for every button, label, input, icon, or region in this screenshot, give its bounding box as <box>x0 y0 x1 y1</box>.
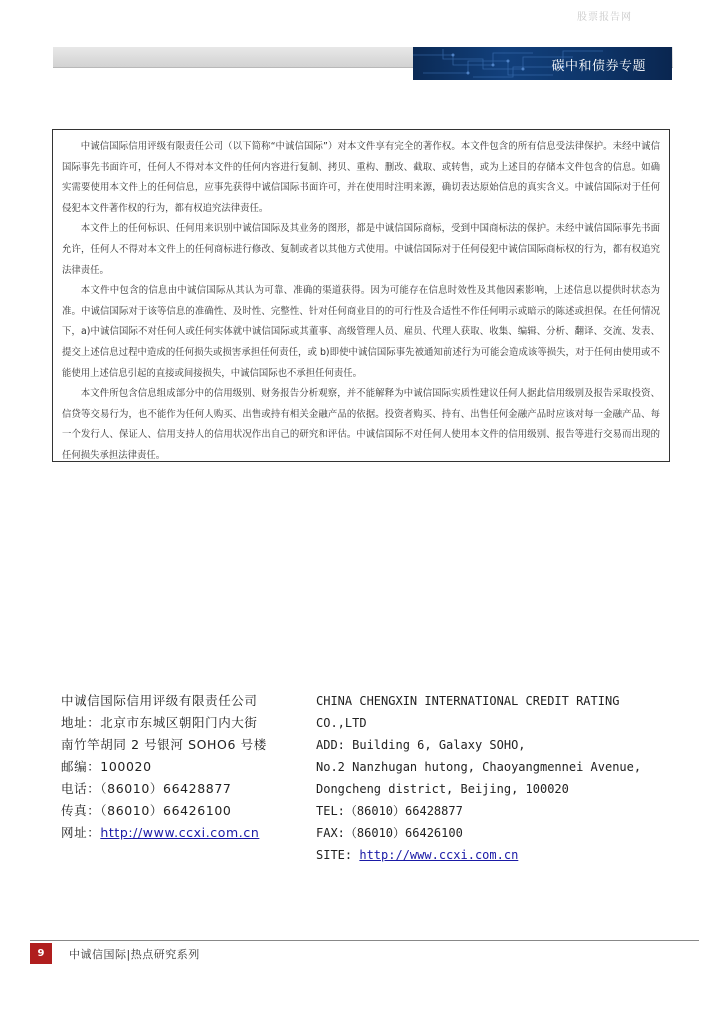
website-row-en <box>316 844 666 866</box>
company-name-en-line-2: CO.,LTD <box>316 716 367 730</box>
website-label-cn: 网址： <box>61 825 101 840</box>
postcode-cn: 邮编：100020 <box>61 759 152 774</box>
website-link-en[interactable]: http://www.ccxi.com.cn <box>359 848 519 862</box>
notice-paragraph-rating: 本文件所包含信息组成部分中的信用级别、财务报告分析观察，并不能解释为中诚信国际实质性建议任何人据此信用级别及报告采取投资、信贷等交易行为，也不能作为任何人购买、出售或持有相关金融产品的依据。投资者购买、持有、出售任何金融产品时应该对每一金融产品、每一个发行人、保证人、信用支持人的信用状况作出自己的研究和评估。中诚信国际不对任何人使用本文件的信用级别、报告等进行交易而出现的任何损失承担法律责任。 <box>62 388 660 461</box>
notice-paragraph-information: 本文件中包含的信息由中诚信国际从其认为可靠、准确的渠道获得。因为可能存在信息时效性及其他因素影响，上述信息以提供时状态为准。中诚信国际对于该等信息的准确性、及时性、完整性、针对任何商业目的的可行性及合适性不作任何明示或暗示的陈述或担保。在任何情况下，a)中诚信国际不对任何人或任何实体就中诚信国际或其董事、高级管理人员、雇员、代理人获取、收集、编辑、分析、翻译、交流、发表、提交上述信息过程中造成的任何损失或损害承担任何责任，或 b)即使中诚信国际事先被通知前述行为可能会造成该等损失，对于任何由使用或不能使用上述信息引起的直接或间接损失，中诚信国际也不承担任何责任。 <box>62 285 660 379</box>
copyright-notice-box <box>52 129 670 462</box>
address-line-2-cn: 南竹竿胡同 2 号银河 SOHO6 号楼 <box>61 737 267 752</box>
watermark-text: 股票报告网 <box>577 12 632 23</box>
notice-paragraph-trademark: 本文件上的任何标识、任何用来识别中诚信国际及其业务的图形，都是中诚信国际商标，受到中国商标法的保护。未经中诚信国际事先书面允许，任何人不得对本文件上的任何商标进行修改、复制或者以其他方式使用。中诚信国际对于任何侵犯中诚信国际商标权的行为，都有权追究法律责任。 <box>62 223 660 276</box>
header-banner <box>413 47 672 80</box>
address-line-2-en: No.2 Nanzhugan hutong, Chaoyangmennei Avenue, <box>316 760 642 774</box>
notice-paragraph-copyright: 中诚信国际信用评级有限责任公司（以下简称“中诚信国际”）对本文件享有完全的著作权。本文件包含的所有信息受法律保护。未经中诚信国际事先书面许可，任何人不得对本文件的任何内容进行复制、拷贝、重构、删改、截取、或转售，或为上述目的存储本文件包含的信息。如确实需要使用本文件上的任何信息，应事先获得中诚信国际书面许可，并在使用时注明来源，确切表达原始信息的真实含义。中诚信国际对于任何侵犯本文件著作权的行为，都有权追究法律责任。 <box>62 141 660 214</box>
address-line-1-cn: 地址：北京市东城区朝阳门内大街 <box>61 715 258 730</box>
fax-cn: 传真：（86010）66426100 <box>61 803 232 818</box>
footer-series-title: 中诚信国际|热点研究系列 <box>69 948 200 961</box>
website-link-cn[interactable]: http://www.ccxi.com.cn <box>100 825 260 840</box>
website-row-cn <box>61 822 296 844</box>
fax-en: FAX:（86010）66426100 <box>316 826 463 840</box>
phone-cn: 电话：（86010）66428877 <box>61 781 232 796</box>
contact-info-chinese <box>61 690 296 844</box>
footer-divider <box>30 940 699 941</box>
tel-en: TEL:（86010）66428877 <box>316 804 463 818</box>
contact-info-english <box>316 690 666 866</box>
header-section-title: 碳中和债券专题 <box>551 59 646 74</box>
page-number-badge: 9 <box>30 943 52 964</box>
company-name-cn: 中诚信国际信用评级有限责任公司 <box>61 693 258 708</box>
site-label-en: SITE: <box>316 848 360 862</box>
address-line-1-en: ADD: Building 6, Galaxy SOHO, <box>316 738 526 752</box>
company-name-en-line-1: CHINA CHENGXIN INTERNATIONAL CREDIT RATING <box>316 694 620 708</box>
address-line-3-en: Dongcheng district, Beijing, 100020 <box>316 782 569 796</box>
